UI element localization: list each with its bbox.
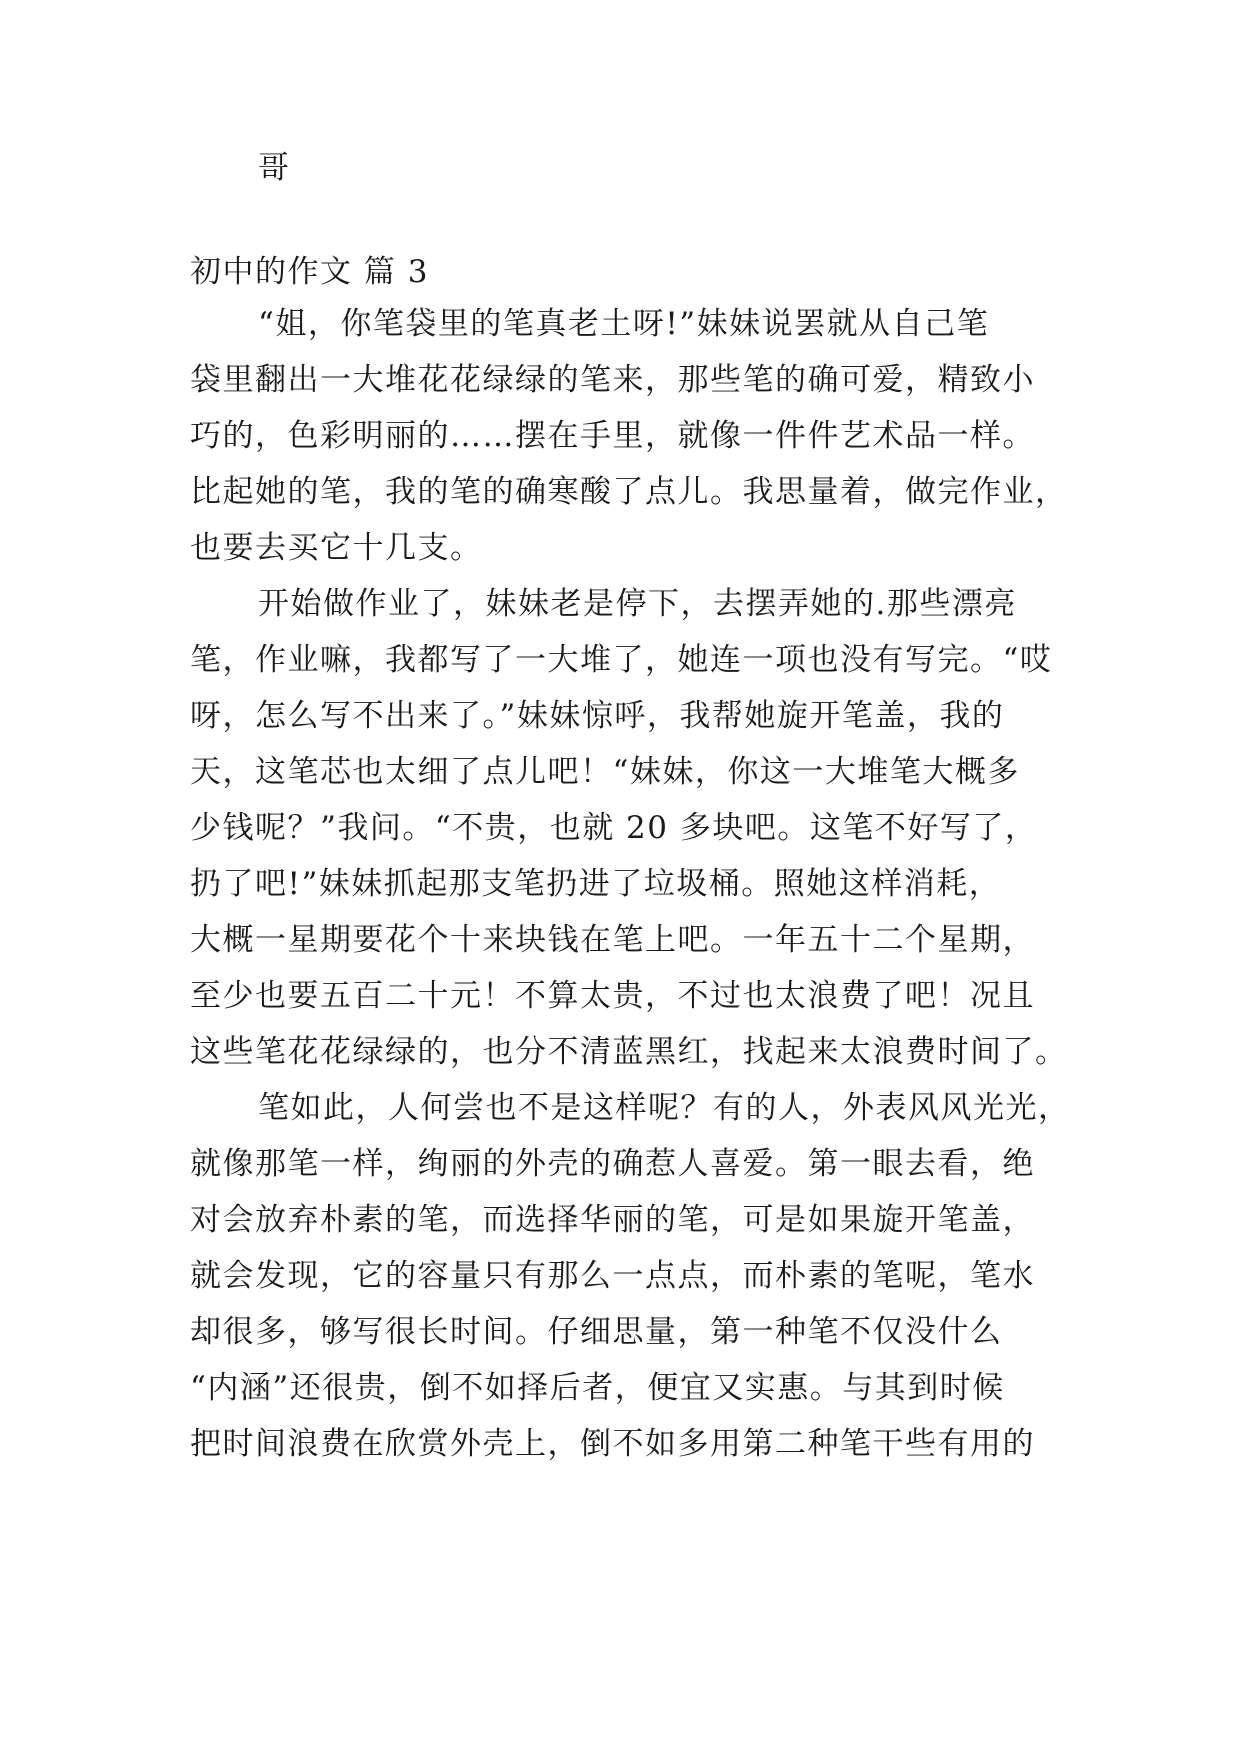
paragraph-1-line-1: “姐，你笔袋里的笔真老土呀!”妹妹说罢就从自己笔	[258, 306, 990, 342]
carryover-text: 哥	[258, 150, 291, 186]
paragraph-3-line-7: 把时间浪费在欣赏外壳上，倒不如多用第二种笔干些有用的	[190, 1426, 1035, 1462]
paragraph-1-line-5: 也要去买它十几支。	[190, 530, 483, 566]
paragraph-2-line-6: 扔了吧!”妹妹抓起那支笔扔进了垃圾桶。照她这样消耗，	[190, 866, 1002, 902]
essay-heading: 初中的作文 篇 3	[190, 254, 429, 290]
paragraph-2-line-8: 至少也要五百二十元！不算太贵，不过也太浪费了吧！况且	[190, 978, 1035, 1014]
paragraph-3-line-1: 笔如此，人何尝也不是这样呢？有的人，外表风风光光，	[258, 1090, 1071, 1126]
paragraph-1-line-4: 比起她的笔，我的笔的确寒酸了点儿。我思量着，做完作业，	[190, 474, 1068, 510]
paragraph-1-line-3: 巧的，色彩明丽的……摆在手里，就像一件件艺术品一样。	[190, 418, 1035, 454]
paragraph-3-line-4: 就会发现，它的容量只有那么一点点，而朴素的笔呢，笔水	[190, 1258, 1035, 1294]
paragraph-3-line-3: 对会放弃朴素的笔，而选择华丽的笔，可是如果旋开笔盖，	[190, 1202, 1035, 1238]
paragraph-3-line-6: “内涵”还很贵，倒不如择后者，便宜又实惠。与其到时候	[190, 1370, 1005, 1406]
paragraph-2-line-1: 开始做作业了，妹妹老是停下，去摆弄她的.那些漂亮	[258, 586, 1017, 622]
paragraph-3-line-2: 就像那笔一样，绚丽的外壳的确惹人喜爱。第一眼去看，绝	[190, 1146, 1035, 1182]
paragraph-2-line-9: 这些笔花花绿绿的，也分不清蓝黑红，找起来太浪费时间了。	[190, 1034, 1068, 1070]
paragraph-1-line-2: 袋里翻出一大堆花花绿绿的笔来，那些笔的确可爱，精致小	[190, 362, 1035, 398]
paragraph-2-line-4: 天，这笔芯也太细了点儿吧！“妹妹，你这一大堆笔大概多	[190, 754, 1020, 790]
paragraph-2-line-2: 笔，作业嘛，我都写了一大堆了，她连一项也没有写完。“哎	[190, 642, 1053, 678]
paragraph-3-line-5: 却很多，够写很长时间。仔细思量，第一种笔不仅没什么	[190, 1314, 1003, 1350]
paragraph-2-line-3: 呀，怎么写不出来了。”妹妹惊呼，我帮她旋开笔盖，我的	[190, 698, 1005, 734]
paragraph-2-line-7: 大概一星期要花个十来块钱在笔上吧。一年五十二个星期，	[190, 922, 1035, 958]
paragraph-2-line-5: 少钱呢？”我问。“不贵，也就 20 多块吧。这笔不好写了，	[190, 810, 1038, 846]
